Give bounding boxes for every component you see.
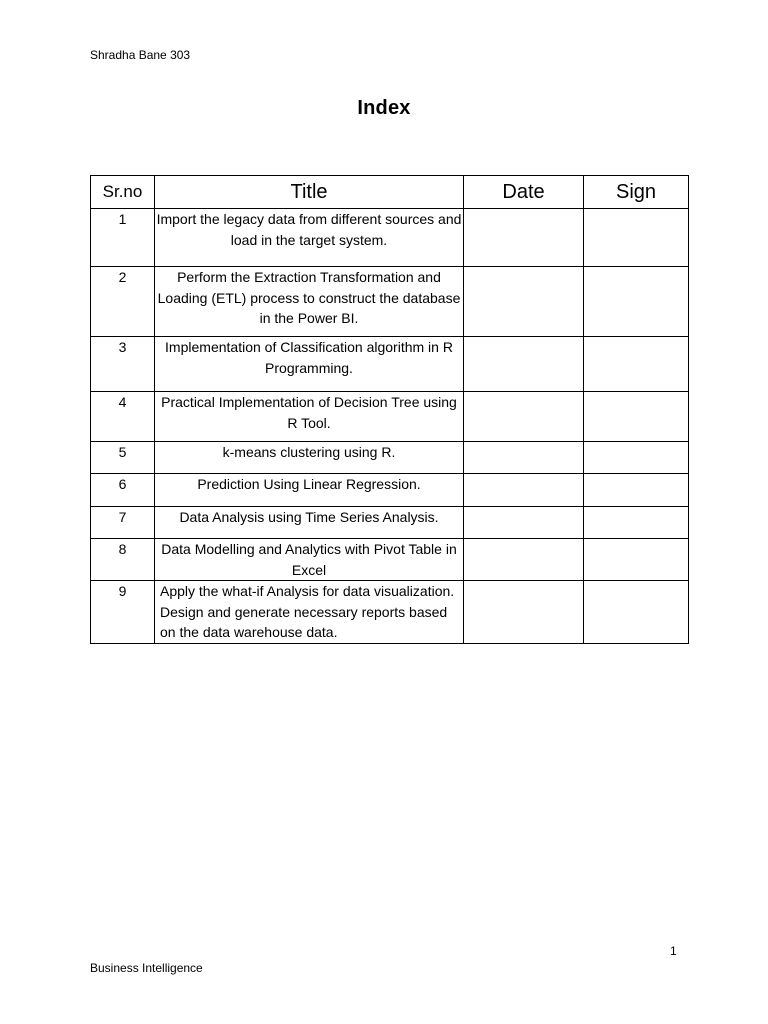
row-date [464,392,584,442]
row-srno: 4 [91,392,155,442]
row-title: Implementation of Classification algorithm in R Programming. [155,337,464,392]
row-srno: 8 [91,539,155,581]
table-row [91,539,689,581]
row-title: Practical Implementation of Decision Tree using R Tool. [155,392,464,442]
row-title: Data Modelling and Analytics with Pivot Table in Excel [155,539,464,581]
row-sign [584,337,689,392]
row-date [464,474,584,507]
row-date [464,442,584,474]
table-row [91,267,689,337]
table-row [91,209,689,267]
row-sign [584,474,689,507]
row-srno: 9 [91,581,155,644]
row-sign [584,392,689,442]
table-row [91,474,689,507]
row-sign [584,539,689,581]
column-header-sign: Sign [584,176,689,209]
row-date [464,337,584,392]
row-date [464,581,584,644]
index-table [90,175,689,644]
row-srno: 7 [91,507,155,539]
page-number: 1 [670,944,677,958]
row-sign [584,581,689,644]
row-title: Import the legacy data from different sources and load in the target system. [155,209,464,267]
table-row [91,442,689,474]
table-header-row [91,176,689,209]
row-title: Data Analysis using Time Series Analysis. [155,507,464,539]
row-title: Prediction Using Linear Regression. [155,474,464,507]
row-sign [584,267,689,337]
row-sign [584,507,689,539]
row-date [464,267,584,337]
table-row [91,392,689,442]
row-srno: 1 [91,209,155,267]
row-date [464,539,584,581]
table-row [91,581,689,644]
row-sign [584,442,689,474]
row-srno: 6 [91,474,155,507]
row-title: Apply the what-if Analysis for data visualization. Design and generate necessary reports based on the data warehouse data. [155,581,464,644]
row-date [464,507,584,539]
row-srno: 3 [91,337,155,392]
table-row [91,337,689,392]
column-header-date: Date [464,176,584,209]
row-date [464,209,584,267]
row-title: k-means clustering using R. [155,442,464,474]
row-sign [584,209,689,267]
table-row [91,507,689,539]
page-title: Index [357,97,411,119]
column-header-srno: Sr.no [91,176,155,209]
header-author: Shradha Bane 303 [90,48,191,62]
column-header-title: Title [155,176,464,209]
row-title: Perform the Extraction Transformation and Loading (ETL) process to construct the database in the Power BI. [155,267,464,337]
row-srno: 5 [91,442,155,474]
row-srno: 2 [91,267,155,337]
footer-subject: Business Intelligence [90,961,203,975]
